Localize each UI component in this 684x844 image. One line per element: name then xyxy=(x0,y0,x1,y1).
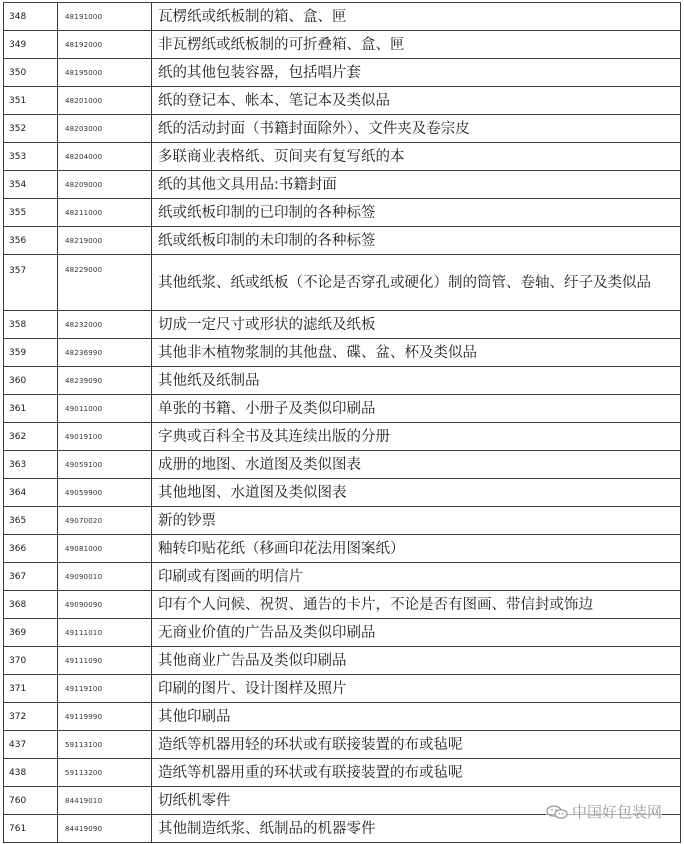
table-body xyxy=(4,3,681,843)
product-description: 其他纸及纸制品 xyxy=(152,367,681,395)
row-number: 364 xyxy=(4,479,58,507)
table-row xyxy=(4,87,681,115)
row-number: 367 xyxy=(4,563,58,591)
row-number: 366 xyxy=(4,535,58,563)
product-description: 其他非木植物浆制的其他盘、碟、盆、杯及类似品 xyxy=(152,339,681,367)
row-number: 350 xyxy=(4,59,58,87)
watermark-text: 中国好包装网 xyxy=(571,803,662,821)
hs-code: 48239090 xyxy=(58,367,152,395)
product-description: 新的钞票 xyxy=(152,507,681,535)
row-number: 358 xyxy=(4,311,58,339)
wechat-icon xyxy=(546,805,568,819)
product-description: 字典或百科全书及其连续出版的分册 xyxy=(152,423,681,451)
row-number: 359 xyxy=(4,339,58,367)
row-number: 437 xyxy=(4,731,58,759)
product-description: 纸的其他文具用品:书籍封面 xyxy=(152,171,681,199)
row-number: 363 xyxy=(4,451,58,479)
row-number: 365 xyxy=(4,507,58,535)
table-row xyxy=(4,171,681,199)
product-description: 纸或纸板印制的已印制的各种标签 xyxy=(152,199,681,227)
hs-code: 49090090 xyxy=(58,591,152,619)
product-description: 切纸机零件 xyxy=(152,787,681,815)
product-description: 印刷的图片、设计图样及照片 xyxy=(152,675,681,703)
product-description: 其他印刷品 xyxy=(152,703,681,731)
row-number: 355 xyxy=(4,199,58,227)
row-number: 760 xyxy=(4,787,58,815)
table-row xyxy=(4,703,681,731)
table-row xyxy=(4,143,681,171)
product-description: 纸的活动封面（书籍封面除外）、文件夹及卷宗皮 xyxy=(152,115,681,143)
row-number: 348 xyxy=(4,3,58,31)
hs-code: 84419090 xyxy=(58,815,152,843)
hs-code: 48204000 xyxy=(58,143,152,171)
row-number: 360 xyxy=(4,367,58,395)
table-row xyxy=(4,423,681,451)
product-description: 成册的地图、水道图及类似图表 xyxy=(152,451,681,479)
hs-code: 49081000 xyxy=(58,535,152,563)
table-row xyxy=(4,563,681,591)
hs-code: 59113200 xyxy=(58,759,152,787)
row-number: 356 xyxy=(4,227,58,255)
hs-code: 48201000 xyxy=(58,87,152,115)
table-row xyxy=(4,675,681,703)
hs-code: 49059900 xyxy=(58,479,152,507)
product-description: 纸或纸板印制的未印制的各种标签 xyxy=(152,227,681,255)
table-row xyxy=(4,255,681,311)
hs-code: 48232000 xyxy=(58,311,152,339)
hs-code: 84419010 xyxy=(58,787,152,815)
product-description: 造纸等机器用重的环状或有联接装置的布或毡呢 xyxy=(152,759,681,787)
table-row xyxy=(4,311,681,339)
row-number: 361 xyxy=(4,395,58,423)
table-row xyxy=(4,31,681,59)
product-description: 多联商业表格纸、页间夹有复写纸的本 xyxy=(152,143,681,171)
hs-code: 48195000 xyxy=(58,59,152,87)
hs-code: 48192000 xyxy=(58,31,152,59)
table-row xyxy=(4,619,681,647)
hs-code: 49090010 xyxy=(58,563,152,591)
row-number: 353 xyxy=(4,143,58,171)
hs-code: 48203000 xyxy=(58,115,152,143)
row-number: 349 xyxy=(4,31,58,59)
table-row xyxy=(4,227,681,255)
product-description: 其他商业广告品及类似印刷品 xyxy=(152,647,681,675)
product-description: 瓦楞纸或纸板制的箱、盒、匣 xyxy=(152,3,681,31)
row-number: 370 xyxy=(4,647,58,675)
product-description: 印有个人问候、祝贺、通告的卡片，不论是否有图画、带信封或饰边 xyxy=(152,591,681,619)
hs-code: 48229000 xyxy=(58,255,152,311)
hs-code: 48211000 xyxy=(58,199,152,227)
product-description: 釉转印贴花纸（移画印花法用图案纸） xyxy=(152,535,681,563)
table-row xyxy=(4,731,681,759)
table-row xyxy=(4,395,681,423)
hs-code: 59113100 xyxy=(58,731,152,759)
table-row xyxy=(4,199,681,227)
row-number: 354 xyxy=(4,171,58,199)
table-row xyxy=(4,115,681,143)
row-number: 357 xyxy=(4,255,58,311)
hs-code: 49019100 xyxy=(58,423,152,451)
table-row xyxy=(4,535,681,563)
table-row xyxy=(4,451,681,479)
hs-code: 48219000 xyxy=(58,227,152,255)
hs-code: 49059100 xyxy=(58,451,152,479)
product-description: 其他制造纸浆、纸制品的机器零件 xyxy=(152,815,681,843)
row-number: 761 xyxy=(4,815,58,843)
product-description: 其他地图、水道图及类似图表 xyxy=(152,479,681,507)
product-description: 无商业价值的广告品及类似印刷品 xyxy=(152,619,681,647)
hs-code: 49011000 xyxy=(58,395,152,423)
product-description: 非瓦楞纸或纸板制的可折叠箱、盒、匣 xyxy=(152,31,681,59)
table-row xyxy=(4,479,681,507)
row-number: 371 xyxy=(4,675,58,703)
hs-code: 49111090 xyxy=(58,647,152,675)
product-description: 其他纸浆、纸或纸板（不论是否穿孔或硬化）制的筒管、卷轴、纡子及类似品 xyxy=(152,255,681,311)
table-row xyxy=(4,59,681,87)
product-description: 单张的书籍、小册子及类似印刷品 xyxy=(152,395,681,423)
watermark xyxy=(546,801,662,822)
product-description: 造纸等机器用轻的环状或有联接装置的布或毡呢 xyxy=(152,731,681,759)
row-number: 351 xyxy=(4,87,58,115)
hs-code: 49111010 xyxy=(58,619,152,647)
row-number: 372 xyxy=(4,703,58,731)
product-description: 切成一定尺寸或形状的滤纸及纸板 xyxy=(152,311,681,339)
table-row xyxy=(4,507,681,535)
row-number: 352 xyxy=(4,115,58,143)
table-row xyxy=(4,339,681,367)
row-number: 368 xyxy=(4,591,58,619)
hs-code: 48209000 xyxy=(58,171,152,199)
table-row xyxy=(4,647,681,675)
row-number: 438 xyxy=(4,759,58,787)
product-description: 印刷或有图画的明信片 xyxy=(152,563,681,591)
hs-code: 49119990 xyxy=(58,703,152,731)
hs-code: 48236990 xyxy=(58,339,152,367)
product-description: 纸的其他包装容器，包括唱片套 xyxy=(152,59,681,87)
tariff-table xyxy=(3,2,681,843)
product-description: 纸的登记本、帐本、笔记本及类似品 xyxy=(152,87,681,115)
table-row xyxy=(4,367,681,395)
table-row xyxy=(4,759,681,787)
hs-code: 48191000 xyxy=(58,3,152,31)
table-row xyxy=(4,591,681,619)
hs-code: 49070020 xyxy=(58,507,152,535)
row-number: 369 xyxy=(4,619,58,647)
hs-code: 49119100 xyxy=(58,675,152,703)
row-number: 362 xyxy=(4,423,58,451)
table-row xyxy=(4,3,681,31)
